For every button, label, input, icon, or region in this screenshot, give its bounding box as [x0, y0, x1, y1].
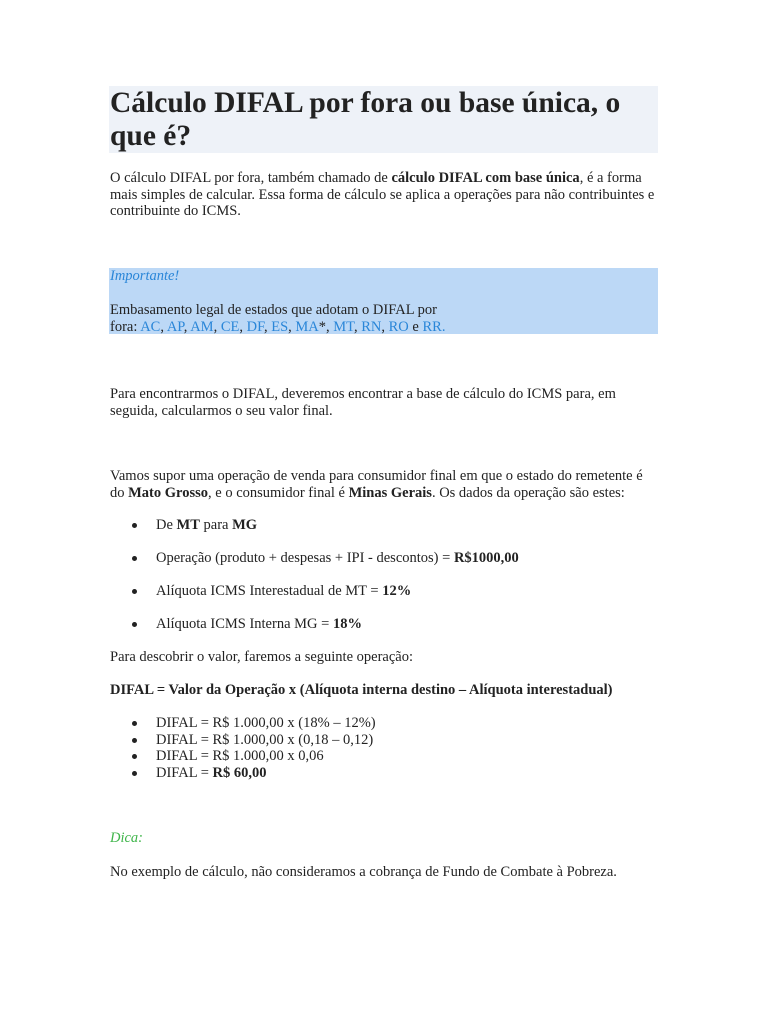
state-link-ro[interactable]: RO: [388, 318, 409, 335]
item-bold-2: MG: [232, 517, 258, 533]
bullet-icon: [132, 754, 137, 759]
formula: [110, 682, 660, 699]
page-title: Cálculo DIFAL por fora ou base única, o que é?: [110, 87, 621, 152]
paragraph-2: Para encontrarmos o DIFAL, deveremos encontrar a base de cálculo do ICMS para, em seguida, calcularmos o seu valor final.: [110, 386, 616, 419]
item-bold: MT: [176, 517, 200, 533]
item-text: Alíquota ICMS Interna MG =: [156, 616, 333, 632]
calc-step: DIFAL = R$ 1.000,00 x (18% – 12%): [156, 715, 376, 731]
state-link-rr[interactable]: RR: [422, 318, 442, 335]
p3-bold-2: Minas Gerais: [348, 484, 432, 501]
p3-text-3: . Os dados da operação são estes:: [431, 484, 625, 501]
title-box: [109, 86, 658, 153]
bullet-icon: [132, 523, 137, 528]
paragraph-4: Para descobrir o valor, faremos a seguinte operação:: [110, 649, 413, 665]
state-link-ma[interactable]: MA: [295, 318, 319, 335]
bullet-icon: [132, 556, 137, 561]
importante-label: Importante!: [110, 268, 180, 284]
sep: ,: [381, 318, 389, 335]
p3-text-2: , e o consumidor final é: [208, 484, 349, 501]
item-text: De: [156, 517, 177, 533]
item-bold: 12%: [382, 583, 412, 599]
calculation-list: [110, 715, 660, 781]
list-item: [110, 583, 660, 600]
p3-bold-1: Mato Grosso: [128, 484, 209, 501]
intro-paragraph: [110, 170, 660, 220]
operation-data-list: [110, 517, 660, 534]
formula-text: DIFAL = Valor da Operação x (Alíquota interna destino – Alíquota interestadual): [110, 682, 613, 698]
dica-label: Dica:: [110, 830, 144, 846]
importante-box: [109, 268, 658, 334]
list-item: [110, 517, 660, 534]
sep: ,: [183, 318, 191, 335]
list-item: [110, 748, 660, 765]
calc-step: DIFAL = R$ 1.000,00 x 0,06: [156, 748, 324, 764]
item-text-mid: para: [199, 517, 233, 533]
intro-bold-1: cálculo DIFAL com base única: [391, 170, 580, 186]
calc-step: DIFAL =: [156, 764, 213, 781]
intro-text-1: O cálculo DIFAL por fora, também chamado de: [110, 170, 392, 186]
state-link-ac[interactable]: AC: [140, 318, 161, 335]
sep: ,: [288, 318, 296, 335]
operation-data-list: [110, 550, 660, 567]
state-link-mt[interactable]: MT: [333, 318, 354, 335]
end-dot: .: [441, 318, 446, 335]
bullet-icon: [132, 738, 137, 743]
list-item: [110, 765, 660, 782]
list-item: [110, 616, 660, 633]
state-link-ce[interactable]: CE: [220, 318, 240, 335]
list-item: [110, 550, 660, 567]
bullet-icon: [132, 771, 137, 776]
state-link-es[interactable]: ES: [271, 318, 289, 335]
item-bold: R$1000,00: [453, 550, 519, 566]
sep: ,: [263, 318, 272, 335]
state-link-df[interactable]: DF: [246, 318, 264, 335]
bullet-icon: [132, 622, 137, 627]
importante-text: [110, 302, 655, 335]
calc-result: R$ 60,00: [212, 764, 267, 781]
calc-step: DIFAL = R$ 1.000,00 x (0,18 – 0,12): [156, 731, 374, 748]
bullet-icon: [132, 589, 137, 594]
importante-line1: Embasamento legal de estados que adotam o DIFAL por: [110, 302, 437, 318]
bullet-icon: [132, 721, 137, 726]
asterisk: *: [318, 318, 327, 335]
sep: ,: [213, 318, 221, 335]
state-link-am[interactable]: AM: [190, 318, 214, 335]
dica-text: No exemplo de cálculo, não consideramos a cobrança de Fundo de Combate à Pobreza.: [110, 864, 617, 880]
importante-prefix: fora:: [110, 318, 141, 335]
state-link-rn[interactable]: RN: [361, 318, 382, 335]
operation-data-list: [110, 616, 660, 633]
intro-text-2: , é a forma mais simples de calcular. Essa forma de cálculo se aplica a operações para não contribuintes e contribuinte do ICMS.: [110, 170, 655, 219]
item-bold: 18%: [332, 616, 362, 632]
state-link-ap[interactable]: AP: [166, 318, 184, 335]
and-text: e: [408, 318, 423, 335]
list-item: [110, 732, 660, 749]
item-text: Alíquota ICMS Interestadual de MT =: [156, 583, 383, 599]
operation-data-list: [110, 583, 660, 600]
item-text: Operação (produto + despesas + IPI - descontos) =: [156, 550, 454, 566]
sep: ,: [353, 318, 362, 335]
list-item: [110, 715, 660, 732]
p3-text-1: Vamos supor uma operação de venda para consumidor final em que o estado do remetente é do: [110, 468, 643, 501]
paragraph-3: [110, 468, 660, 501]
sep: ,: [326, 318, 334, 335]
sep: ,: [160, 318, 167, 335]
sep: ,: [239, 318, 247, 335]
